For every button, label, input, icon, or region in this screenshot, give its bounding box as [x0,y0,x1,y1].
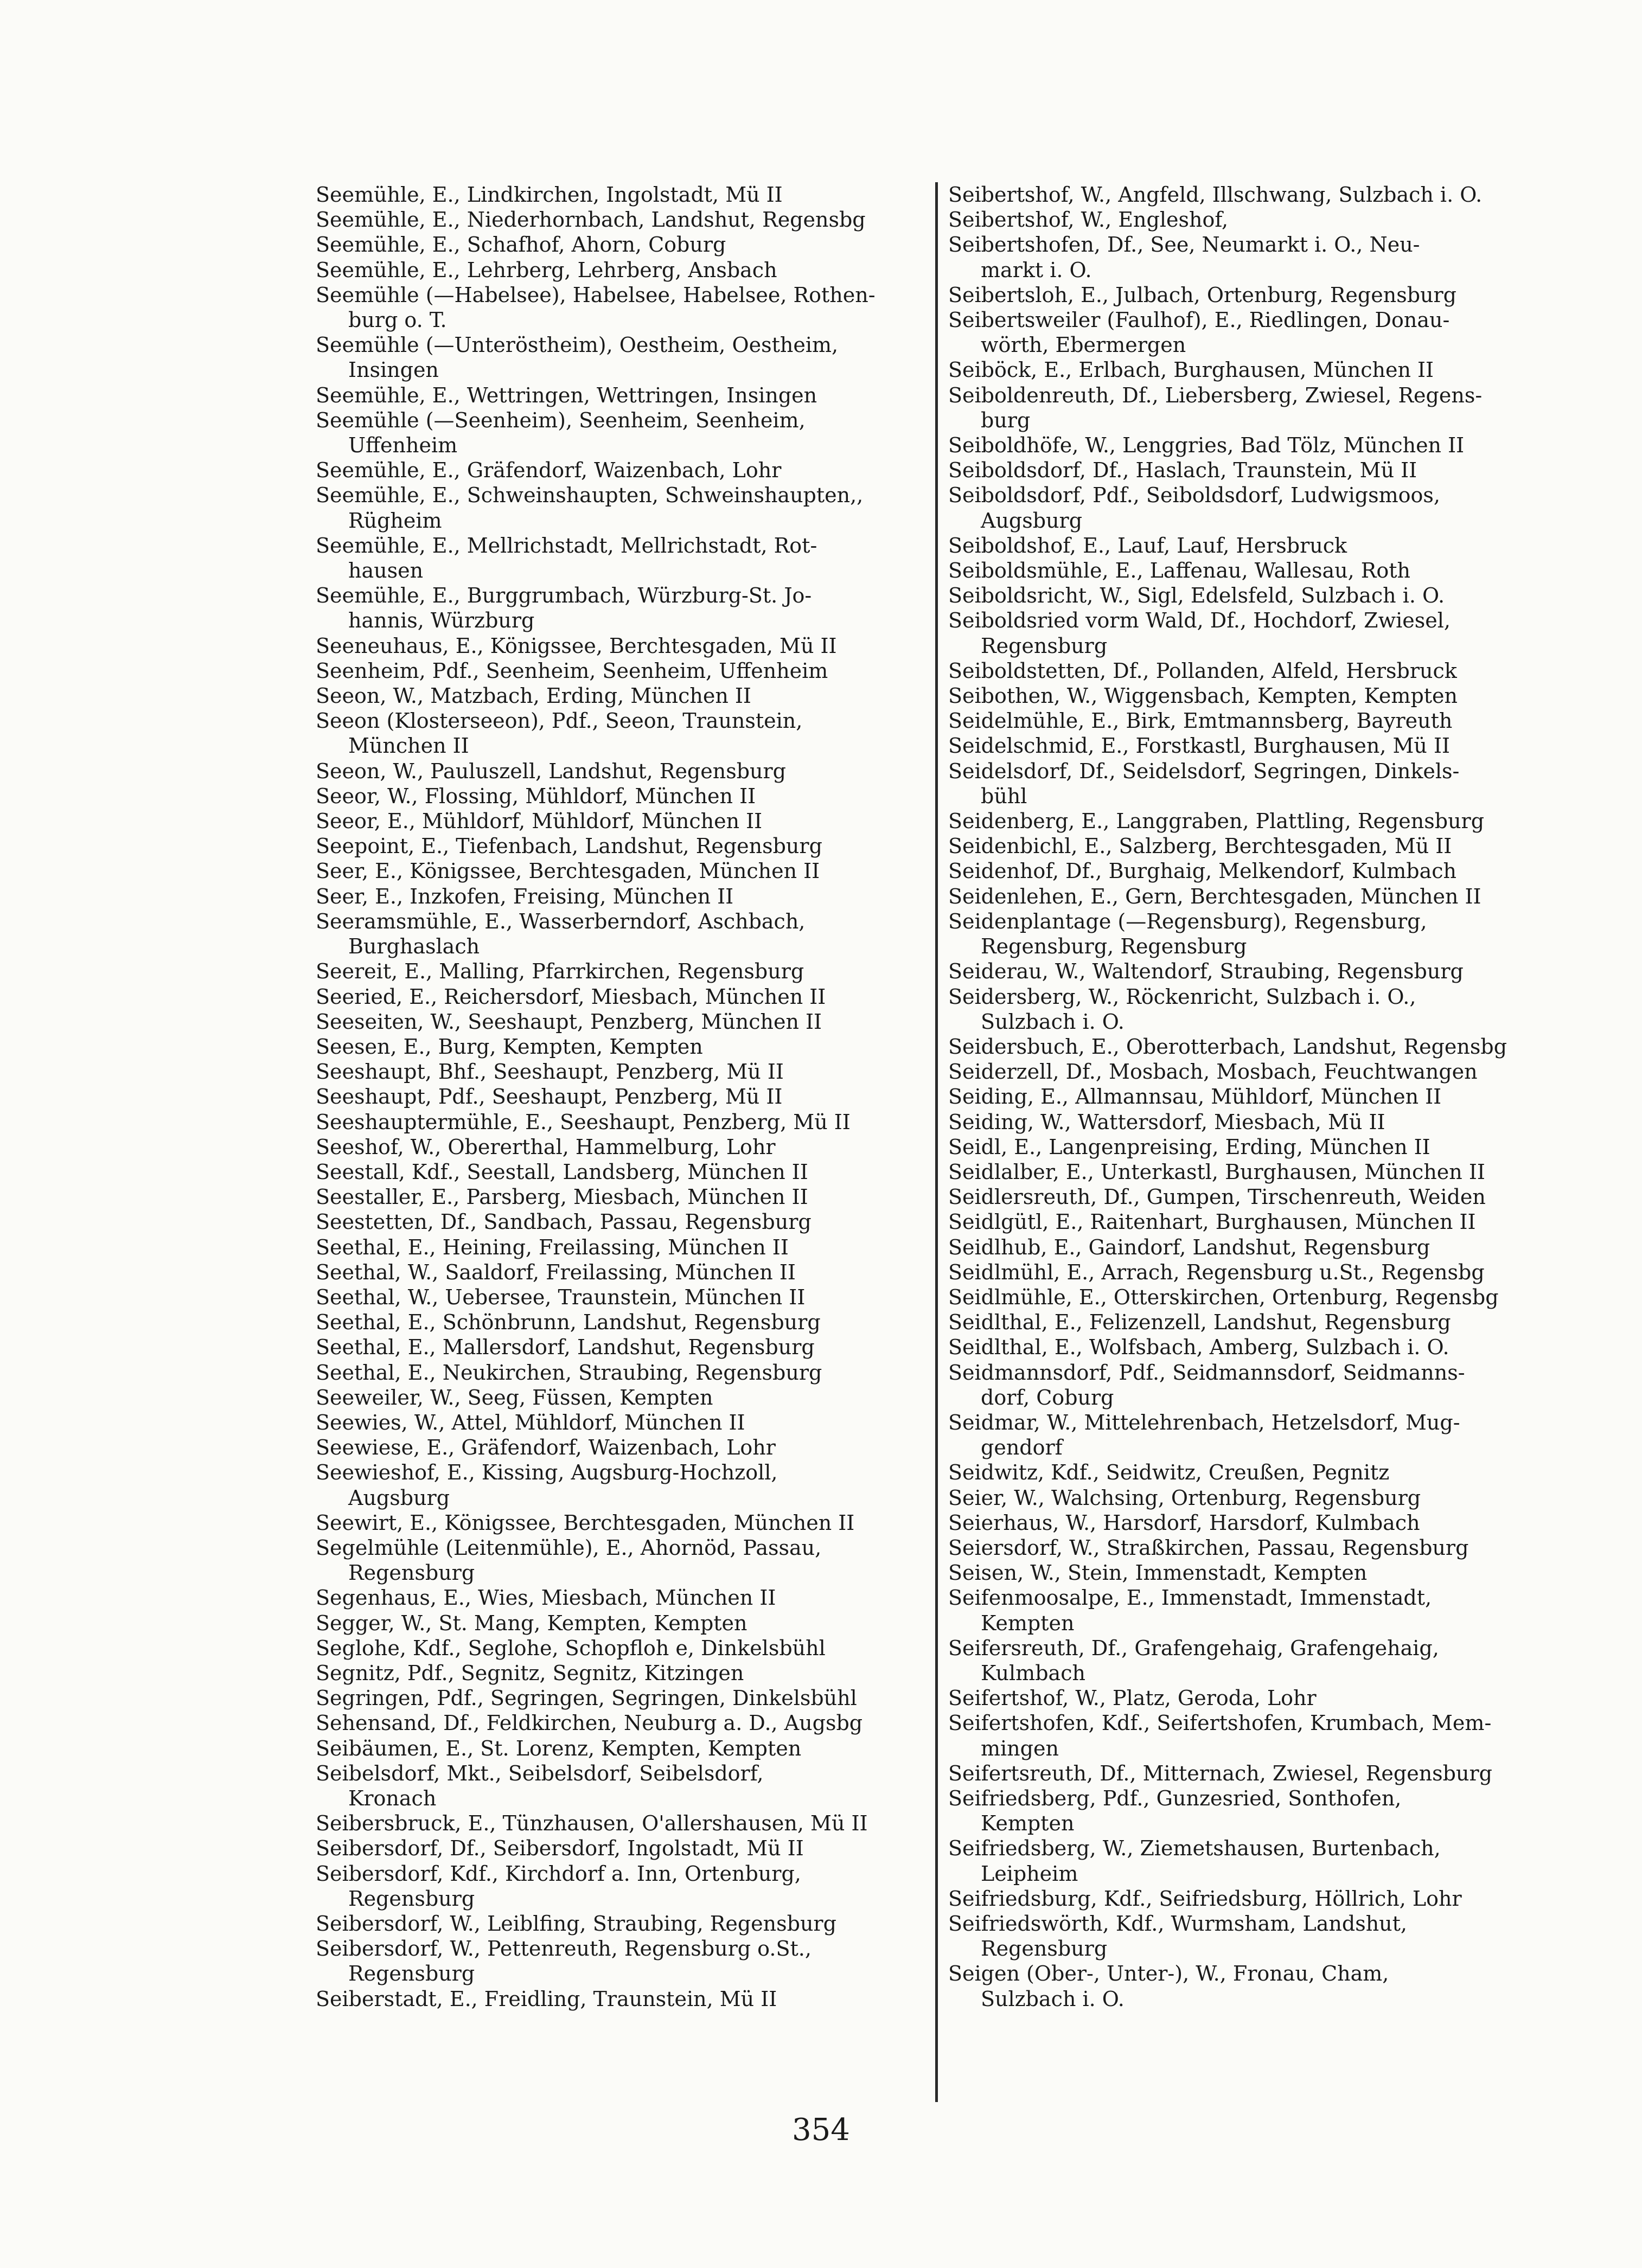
entry-line: Seethal, E., Neukirchen, Straubing, Regensburg [316,1360,822,1385]
index-entry [316,884,940,909]
entry-line: Seiderzell, Df., Mosbach, Mosbach, Feuchtwangen [948,1060,1478,1084]
entry-line: Seibersdorf, W., Pettenreuth, Regensburg o.St., [316,1937,812,1961]
index-entry [948,909,1567,959]
index-entry [948,708,1567,733]
index-entry [948,583,1567,608]
index-entry [948,357,1567,382]
entry-line: Seiboldhöfe, W., Lenggries, Bad Tölz, München II [948,433,1465,458]
index-entry [316,1385,940,1410]
index-entry [316,533,940,583]
entry-line: Seemühle, E., Mellrichstadt, Mellrichstadt, Rot- [316,533,817,558]
index-entry [948,1560,1567,1585]
entry-line: Seier, W., Walchsing, Ortenburg, Regensburg [948,1485,1421,1510]
entry-line: Seeor, W., Flossing, Mühldorf, München II [316,784,756,808]
index-entry [948,608,1567,658]
index-entry [316,759,940,784]
entry-line: Sehensand, Df., Feldkirchen, Neuburg a. D., Augsbg [316,1711,863,1735]
index-entry [948,1360,1567,1410]
index-entry [948,1235,1567,1260]
index-entry [316,1110,940,1135]
entry-line: Seiboldstetten, Df., Pollanden, Alfeld, Hersbruck [948,658,1457,683]
index-entry [316,1510,940,1535]
entry-line: Seiersdorf, W., Straßkirchen, Passau, Regensburg [948,1535,1469,1560]
entry-line: Seer, E., Königssee, Berchtesgaden, München II [316,859,820,883]
index-entry [948,1961,1567,2011]
index-entry [316,984,940,1009]
entry-line: Seidlhub, E., Gaindorf, Landshut, Regensburg [948,1235,1430,1259]
index-entry [948,1209,1567,1234]
index-entry [948,458,1567,483]
entry-line: Seidl, E., Langenpreising, Erding, München II [948,1135,1430,1159]
entry-continuation: dorf, Coburg [981,1385,1114,1410]
entry-line: Seifriedsburg, Kdf., Seifriedsburg, Höllrich, Lohr [948,1886,1462,1911]
entry-line: Seemühle, E., Schafhof, Ahorn, Coburg [316,233,726,257]
entry-line: Seidenplantage (—Regensburg), Regensburg, [948,909,1427,933]
entry-continuation: burg [981,408,1031,432]
entry-line: Seethal, W., Saaldorf, Freilassing, München II [316,1260,796,1284]
entry-line: Seidlersreuth, Df., Gumpen, Tirschenreuth, Weiden [948,1185,1486,1209]
index-entry [948,1110,1567,1135]
index-entry [316,232,940,257]
entry-line: Seewies, W., Attel, Mühldorf, München II [316,1410,745,1434]
index-entry [948,683,1567,708]
entry-line: Seeried, E., Reichersdorf, Miesbach, München II [316,984,826,1009]
index-entry [316,1084,940,1109]
entry-line: Seidenhof, Df., Burghaig, Melkendorf, Kulmbach [948,859,1456,883]
index-entry [948,483,1567,533]
index-entry [316,1209,940,1234]
entry-line: Seemühle, E., Wettringen, Wettringen, Insingen [316,383,817,407]
index-entry [316,1135,940,1159]
index-entry [948,182,1567,207]
entry-line: Seifriedswörth, Kdf., Wurmsham, Landshut, [948,1912,1408,1936]
entry-line: Seibelsdorf, Mkt., Seibelsdorf, Seibelsdorf, [316,1761,764,1785]
entry-line: Seethal, W., Uebersee, Traunstein, München II [316,1285,806,1309]
entry-continuation: gendorf [981,1436,1063,1460]
entry-line: Seeshauptermühle, E., Seeshaupt, Penzberg, Mü II [316,1110,851,1134]
entry-line: Seiberstadt, E., Freidling, Traunstein, Mü II [316,1987,777,2011]
index-entry [316,1661,940,1686]
entry-line: Seidenbichl, E., Salzberg, Berchtesgaden, Mü II [948,834,1452,858]
entry-line: Seisen, W., Stein, Immenstadt, Kempten [948,1561,1368,1585]
entry-line: Seewirt, E., Königssee, Berchtesgaden, München II [316,1510,855,1535]
index-entry [316,1811,940,1836]
entry-continuation: markt i. O. [981,258,1092,282]
index-entry [316,1059,940,1084]
entry-continuation: Regensburg, Regensburg [981,934,1247,959]
index-entry [948,1836,1567,1886]
entry-line: Seibersdorf, W., Leiblfing, Straubing, Regensburg [316,1912,836,1936]
entry-line: Seidwitz, Kdf., Seidwitz, Creußen, Pegnitz [948,1460,1390,1485]
entry-line: Seeon (Klosterseeon), Pdf., Seeon, Traunstein, [316,709,803,733]
entry-line: Seidlthal, E., Wolfsbach, Amberg, Sulzbach i. O. [948,1335,1449,1360]
entry-line: Seemühle, E., Lindkirchen, Ingolstadt, Mü II [316,183,783,207]
entry-line: Seibothen, W., Wiggensbach, Kempten, Kempten [948,684,1458,708]
entry-continuation: Burghaslach [348,934,480,959]
entry-continuation: Insingen [348,358,439,382]
index-entry [948,959,1567,984]
index-entry [316,1184,940,1209]
index-entry [316,1861,940,1911]
index-entry [316,207,940,232]
entry-line: Seidenlehen, E., Gern, Berchtesgaden, München II [948,884,1481,908]
index-entry [316,1435,940,1460]
entry-line: Seidmannsdorf, Pdf., Seidmannsdorf, Seidmanns- [948,1360,1465,1385]
index-entry [948,1886,1567,1911]
entry-line: Segger, W., St. Mang, Kempten, Kempten [316,1611,747,1635]
index-entry [316,408,940,458]
entry-line: Seemühle, E., Gräfendorf, Waizenbach, Lohr [316,458,782,483]
index-entry [316,1710,940,1735]
entry-continuation: Sulzbach i. O. [981,1987,1125,2011]
entry-line: Seibertshof, W., Engleshof, [948,208,1229,232]
index-entry [948,1460,1567,1485]
entry-line: Seemühle (—Unteröstheim), Oestheim, Oestheim, [316,333,839,357]
index-entry [316,383,940,408]
entry-line: Seiding, E., Allmannsau, Mühldorf, München II [948,1085,1442,1109]
index-entry [948,283,1567,307]
entry-line: Seemühle, E., Lehrberg, Lehrberg, Ansbach [316,258,777,282]
index-entry [316,182,940,207]
index-entry [316,959,940,984]
index-entry [948,533,1567,558]
entry-continuation: Regensburg [981,633,1108,658]
index-entry [948,307,1567,357]
index-entry [948,1335,1567,1360]
entry-continuation: Regensburg [981,1937,1108,1961]
index-entry [316,1911,940,1936]
index-entry [316,1335,940,1360]
entry-line: Seidlmühle, E., Otterskirchen, Ortenburg, Regensbg [948,1285,1499,1309]
index-entry [316,332,940,382]
entry-line: Seibäumen, E., St. Lorenz, Kempten, Kempten [316,1736,802,1760]
page-number: 354 [792,2112,850,2148]
entry-line: Seiboldsried vorm Wald, Df., Hochdorf, Zwiesel, [948,608,1451,633]
entry-line: Seemühle, E., Niederhornbach, Landshut, Regensbg [316,208,866,232]
entry-line: Seemühle, E., Schweinshaupten, Schweinshaupten,, [316,483,864,508]
index-entry [948,834,1567,858]
index-entry [316,1159,940,1184]
column-divider [935,182,938,2102]
entry-line: Seeramsmühle, E., Wasserberndorf, Aschbach, [316,909,806,933]
entry-continuation: wörth, Ebermergen [981,333,1186,357]
index-entry [948,1686,1567,1710]
entry-continuation: Regensburg [348,1886,475,1911]
index-entry [316,809,940,834]
entry-line: Seiderau, W., Waltendorf, Straubing, Regensburg [948,959,1464,984]
entry-line: Seeshaupt, Bhf., Seeshaupt, Penzberg, Mü II [316,1060,784,1084]
index-entry [948,207,1567,232]
index-entry [948,1585,1567,1635]
index-entry [948,1510,1567,1535]
entry-line: Seigen (Ober-, Unter-), W., Fronau, Cham, [948,1962,1389,1986]
entry-line: Seesen, E., Burg, Kempten, Kempten [316,1034,703,1059]
index-entry [316,834,940,858]
entry-continuation: Kulmbach [981,1661,1085,1685]
index-entry [316,858,940,883]
entry-line: Seifertshofen, Kdf., Seifertshofen, Krumbach, Mem- [948,1711,1492,1735]
entry-line: Seidersbuch, E., Oberotterbach, Landshut, Regensbg [948,1034,1507,1059]
entry-line: Seidelmühle, E., Birk, Emtmannsberg, Bayreuth [948,709,1453,733]
entry-line: Seifersreuth, Df., Grafengehaig, Grafengehaig, [948,1636,1439,1660]
entry-line: Seibertsweiler (Faulhof), E., Riedlingen, Donau- [948,308,1450,332]
entry-line: Seereit, E., Malling, Pfarrkirchen, Regensburg [316,959,804,984]
entry-line: Seestetten, Df., Sandbach, Passau, Regensburg [316,1210,812,1234]
entry-line: Seidlmühl, E., Arrach, Regensburg u.St., Regensbg [948,1260,1485,1284]
entry-line: Seidelsdorf, Df., Seidelsdorf, Segringen, Dinkels- [948,759,1460,783]
entry-continuation: Augsburg [981,508,1083,533]
entry-line: Seiboldshof, E., Lauf, Lauf, Hersbruck [948,533,1347,558]
entry-line: Segringen, Pdf., Segringen, Segringen, Dinkelsbühl [316,1686,857,1710]
entry-continuation: bühl [981,784,1027,808]
entry-line: Segenhaus, E., Wies, Miesbach, München II [316,1586,776,1610]
entry-line: Seethal, E., Mallersdorf, Landshut, Regensburg [316,1335,815,1360]
entry-line: Seibersbruck, E., Tünzhausen, O'allershausen, Mü II [316,1811,868,1836]
entry-line: Seiboldenreuth, Df., Liebersberg, Zwiesel, Regens- [948,383,1483,407]
entry-line: Seer, E., Inzkofen, Freising, München II [316,884,734,908]
index-entry [316,1761,940,1811]
index-entry [316,1460,940,1510]
index-entry [948,1310,1567,1335]
entry-line: Seemühle (—Seenheim), Seenheim, Seenheim, [316,408,806,432]
index-entry [948,433,1567,458]
index-entry [316,1636,940,1661]
index-entry [948,1710,1567,1760]
entry-continuation: Kempten [981,1611,1075,1635]
index-entry [948,1285,1567,1310]
entry-line: Seeseiten, W., Seeshaupt, Penzberg, München II [316,1009,822,1034]
entry-line: Seibertshofen, Df., See, Neumarkt i. O., Neu- [948,233,1420,257]
entry-line: Segnitz, Pdf., Segnitz, Segnitz, Kitzingen [316,1661,744,1685]
index-entry [948,884,1567,909]
index-entry [316,1611,940,1636]
entry-line: Seeor, E., Mühldorf, Mühldorf, München II [316,809,763,834]
index-entry [948,558,1567,583]
index-entry [948,1260,1567,1285]
index-entry [316,1285,940,1310]
index-entry [316,1360,940,1385]
entry-continuation: Uffenheim [348,433,458,458]
entry-line: Seiboldsdorf, Df., Haslach, Traunstein, Mü II [948,458,1417,483]
index-entry [948,759,1567,809]
index-entry [316,658,940,683]
index-entry [316,683,940,708]
entry-line: Seeshaupt, Pdf., Seeshaupt, Penzberg, Mü II [316,1085,783,1109]
entry-line: Seifertshof, W., Platz, Geroda, Lohr [948,1686,1317,1710]
entry-line: Seewiese, E., Gräfendorf, Waizenbach, Lohr [316,1436,776,1460]
entry-line: Seiboldsdorf, Pdf., Seiboldsdorf, Ludwigsmoos, [948,483,1440,508]
entry-line: Seidlgütl, E., Raitenhart, Burghausen, München II [948,1210,1476,1234]
entry-continuation: Leipheim [981,1861,1078,1886]
entry-line: Seiding, W., Wattersdorf, Miesbach, Mü II [948,1110,1385,1134]
index-entry [948,1084,1567,1109]
entry-line: Seidlthal, E., Felizenzell, Landshut, Regensburg [948,1310,1451,1335]
index-entry [316,909,940,959]
entry-line: Segelmühle (Leitenmühle), E., Ahornöd, Passau, [316,1535,822,1560]
entry-line: Seiböck, E., Erlbach, Burghausen, München II [948,358,1434,382]
index-entry [316,1034,940,1059]
entry-line: Seifriedsberg, Pdf., Gunzesried, Sonthofen, [948,1786,1402,1810]
entry-line: Seidmar, W., Mittelehrenbach, Hetzelsdorf, Mug- [948,1410,1460,1434]
index-entry [948,232,1567,282]
index-entry [948,1535,1567,1560]
left-column [316,182,940,2011]
entry-line: Seibertsloh, E., Julbach, Ortenburg, Regensburg [948,283,1456,307]
index-entry [948,733,1567,758]
index-entry [948,1911,1567,1961]
entry-line: Seenheim, Pdf., Seenheim, Seenheim, Uffenheim [316,658,828,683]
index-entry [948,1135,1567,1159]
index-entry [316,1836,940,1861]
index-entry [948,858,1567,883]
entry-line: Seiboldsmühle, E., Laffenau, Wallesau, Roth [948,559,1410,583]
index-entry [316,1736,940,1761]
index-entry [948,1034,1567,1059]
index-entry [948,1786,1567,1836]
index-entry [316,283,940,332]
index-entry [316,1987,940,2011]
entry-continuation: Augsburg [348,1485,450,1510]
entry-line: Seemühle (—Habelsee), Habelsee, Habelsee, Rothen- [316,283,876,307]
entry-line: Seestaller, E., Parsberg, Miesbach, München II [316,1185,808,1209]
entry-continuation: Rügheim [348,508,442,533]
index-entry [316,583,940,633]
entry-continuation: burg o. T. [348,308,447,332]
entry-line: Seemühle, E., Burggrumbach, Würzburg-St. Jo- [316,584,812,608]
index-entry [316,1585,940,1610]
right-column [948,182,1567,2011]
entry-continuation: Kempten [981,1811,1075,1836]
entry-line: Seepoint, E., Tiefenbach, Landshut, Regensburg [316,834,822,858]
entry-line: Seidelschmid, E., Forstkastl, Burghausen, Mü II [948,734,1451,758]
index-entry [948,383,1567,433]
entry-line: Seidlalber, E., Unterkastl, Burghausen, München II [948,1159,1485,1184]
index-entry [948,658,1567,683]
index-entry [316,784,940,809]
index-entry [316,1310,940,1335]
index-entry [316,1235,940,1260]
entry-continuation: Sulzbach i. O. [981,1009,1125,1034]
entry-line: Seeweiler, W., Seeg, Füssen, Kempten [316,1385,713,1410]
entry-line: Seifenmoosalpe, E., Immenstadt, Immenstadt, [948,1586,1432,1610]
index-entry [316,1686,940,1710]
index-entry [948,1636,1567,1686]
entry-continuation: München II [348,734,469,758]
index-entry [316,1410,940,1435]
entry-line: Seethal, E., Heining, Freilassing, München II [316,1235,789,1259]
entry-continuation: hannis, Würzburg [348,608,535,633]
index-entry [948,1184,1567,1209]
index-entry [316,633,940,658]
entry-line: Seibertshof, W., Angfeld, Illschwang, Sulzbach i. O. [948,183,1483,207]
index-entry [948,1410,1567,1460]
index-entry [316,483,940,533]
entry-line: Seeon, W., Pauluszell, Landshut, Regensburg [316,759,787,783]
entry-continuation: Regensburg [348,1561,475,1585]
index-entry [316,258,940,283]
entry-continuation: Regensburg [348,1962,475,1986]
index-entry [316,1009,940,1034]
entry-line: Seiboldsricht, W., Sigl, Edelsfeld, Sulzbach i. O. [948,584,1445,608]
index-entry [316,1535,940,1585]
entry-line: Seidersberg, W., Röckenricht, Sulzbach i. O., [948,984,1416,1009]
entry-line: Seeshof, W., Obererthal, Hammelburg, Lohr [316,1135,776,1159]
entry-continuation: Kronach [348,1786,437,1810]
entry-line: Seibersdorf, Kdf., Kirchdorf a. Inn, Ortenburg, [316,1861,801,1886]
entry-line: Seeon, W., Matzbach, Erding, München II [316,684,751,708]
entry-line: Seethal, E., Schönbrunn, Landshut, Regensburg [316,1310,821,1335]
index-entry [316,458,940,483]
entry-line: Seierhaus, W., Harsdorf, Harsdorf, Kulmbach [948,1510,1420,1535]
index-entry [316,1936,940,1986]
index-entry [316,708,940,758]
index-entry [948,1485,1567,1510]
entry-line: Seewieshof, E., Kissing, Augsburg-Hochzoll, [316,1460,778,1485]
entry-line: Seglohe, Kdf., Seglohe, Schopfloh e, Dinkelsbühl [316,1636,826,1660]
index-entry [948,1761,1567,1786]
entry-line: Seidenberg, E., Langgraben, Plattling, Regensburg [948,809,1485,834]
entry-line: Seibersdorf, Df., Seibersdorf, Ingolstadt, Mü II [316,1836,804,1861]
index-entry [316,1260,940,1285]
entry-line: Seifertsreuth, Df., Mitternach, Zwiesel, Regensburg [948,1761,1492,1785]
entry-continuation: mingen [981,1736,1059,1760]
index-entry [948,984,1567,1034]
index-entry [948,809,1567,834]
entry-line: Seifriedsberg, W., Ziemetshausen, Burtenbach, [948,1836,1441,1861]
index-entry [948,1159,1567,1184]
index-entry [948,1059,1567,1084]
entry-line: Seestall, Kdf., Seestall, Landsberg, München II [316,1159,808,1184]
entry-continuation: hausen [348,559,424,583]
entry-line: Seeneuhaus, E., Königssee, Berchtesgaden, Mü II [316,633,837,658]
